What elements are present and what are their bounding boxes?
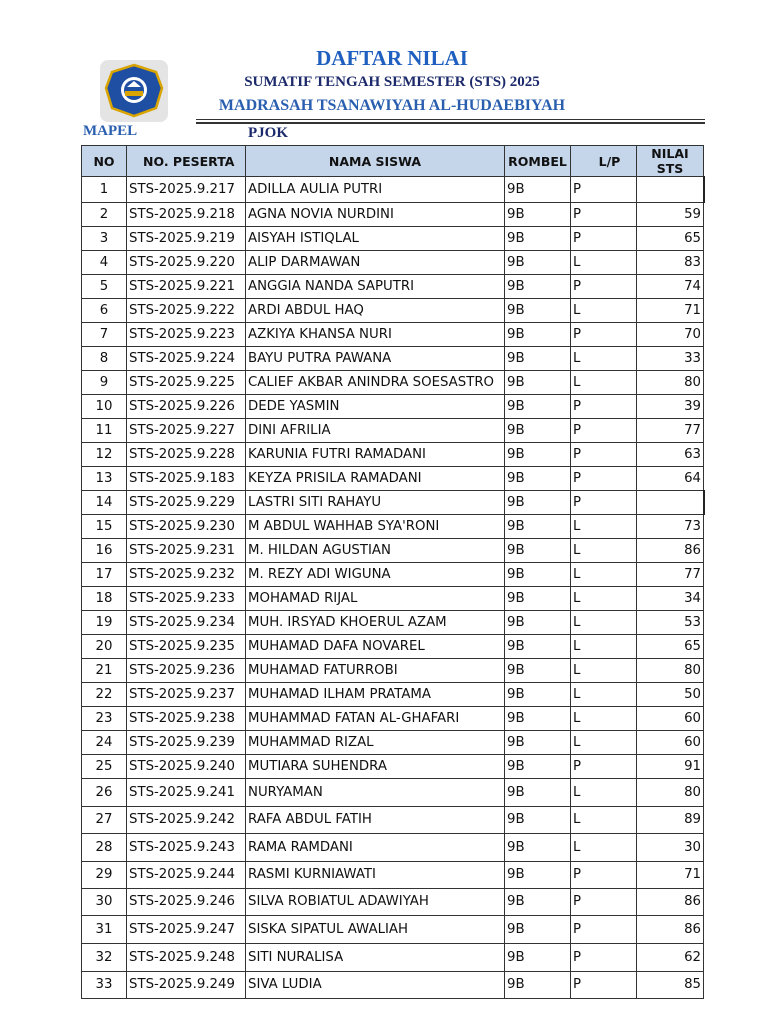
table-row (82, 659, 704, 683)
cell-no: 31 (82, 916, 127, 944)
cell-rombel: 9B (505, 563, 571, 587)
table-row (82, 563, 704, 587)
cell-nilai: 85 (637, 972, 704, 999)
cell-peserta: STS-2025.9.229 (127, 491, 246, 515)
col-header-no: NO (82, 146, 127, 177)
cell-nama: SITI NURALISA (246, 944, 505, 972)
cell-nilai: 30 (637, 834, 704, 862)
cell-no: 32 (82, 944, 127, 972)
cell-nilai: 65 (637, 227, 704, 251)
cell-lp: L (571, 659, 637, 683)
table-row (82, 467, 704, 491)
document-subtitle: SUMATIF TENGAH SEMESTER (STS) 2025 (244, 74, 540, 90)
cell-lp: P (571, 944, 637, 972)
table-row (82, 635, 704, 659)
cell-peserta: STS-2025.9.249 (127, 972, 246, 999)
cell-no: 13 (82, 467, 127, 491)
header-divider-thick (196, 122, 705, 124)
table-row (82, 587, 704, 611)
table-row (82, 251, 704, 275)
cell-lp: L (571, 251, 637, 275)
cell-peserta: STS-2025.9.247 (127, 916, 246, 944)
cell-no: 25 (82, 755, 127, 779)
cell-rombel: 9B (505, 707, 571, 731)
cell-peserta: STS-2025.9.231 (127, 539, 246, 563)
cell-lp: L (571, 587, 637, 611)
table-row (82, 916, 704, 944)
cell-nama: MUH. IRSYAD KHOERUL AZAM (246, 611, 505, 635)
cell-peserta: STS-2025.9.223 (127, 323, 246, 347)
cell-nilai: 70 (637, 323, 704, 347)
cell-rombel: 9B (505, 807, 571, 834)
cell-rombel: 9B (505, 177, 571, 203)
cell-peserta: STS-2025.9.241 (127, 779, 246, 807)
cell-nama: AGNA NOVIA NURDINI (246, 203, 505, 227)
cell-no: 4 (82, 251, 127, 275)
cell-rombel: 9B (505, 659, 571, 683)
cell-nama: M. HILDAN AGUSTIAN (246, 539, 505, 563)
cell-peserta: STS-2025.9.237 (127, 683, 246, 707)
cell-nama: DINI AFRILIA (246, 419, 505, 443)
cell-no: 17 (82, 563, 127, 587)
cell-rombel: 9B (505, 972, 571, 999)
table-row (82, 611, 704, 635)
cell-lp: L (571, 779, 637, 807)
cell-rombel: 9B (505, 779, 571, 807)
table-row (82, 834, 704, 862)
cell-rombel: 9B (505, 889, 571, 916)
cell-no: 14 (82, 491, 127, 515)
cell-peserta: STS-2025.9.221 (127, 275, 246, 299)
cell-peserta: STS-2025.9.225 (127, 371, 246, 395)
cell-no: 7 (82, 323, 127, 347)
table-row (82, 299, 704, 323)
cell-no: 18 (82, 587, 127, 611)
cell-lp: L (571, 371, 637, 395)
cell-rombel: 9B (505, 755, 571, 779)
cell-rombel: 9B (505, 275, 571, 299)
table-row (82, 491, 704, 515)
cell-nama: MUHAMAD DAFA NOVAREL (246, 635, 505, 659)
cell-nama: AZKIYA KHANSA NURI (246, 323, 505, 347)
cell-nilai: 86 (637, 889, 704, 916)
cell-lp: P (571, 972, 637, 999)
cell-no: 16 (82, 539, 127, 563)
cell-rombel: 9B (505, 491, 571, 515)
cell-lp: P (571, 491, 637, 515)
cell-peserta: STS-2025.9.218 (127, 203, 246, 227)
cell-lp: P (571, 227, 637, 251)
cell-lp: L (571, 635, 637, 659)
cell-nilai: 80 (637, 371, 704, 395)
cell-lp: P (571, 395, 637, 419)
cell-nama: RAMA RAMDANI (246, 834, 505, 862)
cell-nilai: 86 (637, 916, 704, 944)
cell-no: 20 (82, 635, 127, 659)
cell-nilai: 62 (637, 944, 704, 972)
table-row (82, 227, 704, 251)
cell-nama: KARUNIA FUTRI RAMADANI (246, 443, 505, 467)
cell-rombel: 9B (505, 251, 571, 275)
cell-nama: SISKA SIPATUL AWALIAH (246, 916, 505, 944)
cell-no: 21 (82, 659, 127, 683)
cell-lp: L (571, 515, 637, 539)
cell-nama: M. REZY ADI WIGUNA (246, 563, 505, 587)
table-row (82, 371, 704, 395)
cell-rombel: 9B (505, 443, 571, 467)
cell-nama: M ABDUL WAHHAB SYA'RONI (246, 515, 505, 539)
cell-lp: L (571, 347, 637, 371)
cell-rombel: 9B (505, 203, 571, 227)
cell-rombel: 9B (505, 944, 571, 972)
cell-no: 29 (82, 862, 127, 889)
cell-rombel: 9B (505, 323, 571, 347)
cell-rombel: 9B (505, 467, 571, 491)
cell-peserta: STS-2025.9.244 (127, 862, 246, 889)
cell-lp: L (571, 563, 637, 587)
cell-no: 33 (82, 972, 127, 999)
cell-lp: P (571, 203, 637, 227)
col-header-rombel: ROMBEL (505, 146, 571, 177)
cell-nilai: 71 (637, 862, 704, 889)
cell-lp: P (571, 889, 637, 916)
cell-lp: L (571, 731, 637, 755)
cell-nama: ALIP DARMAWAN (246, 251, 505, 275)
table-row (82, 972, 704, 999)
table-row (82, 203, 704, 227)
cell-no: 8 (82, 347, 127, 371)
cell-peserta: STS-2025.9.248 (127, 944, 246, 972)
col-header-no-peserta: NO. PESERTA (127, 146, 246, 177)
cell-nilai: 74 (637, 275, 704, 299)
cell-no: 3 (82, 227, 127, 251)
cell-nilai: 33 (637, 347, 704, 371)
table-row (82, 862, 704, 889)
cell-nilai: 86 (637, 539, 704, 563)
table-row (82, 443, 704, 467)
cell-lp: P (571, 755, 637, 779)
cell-rombel: 9B (505, 862, 571, 889)
cell-lp: L (571, 683, 637, 707)
cell-rombel: 9B (505, 299, 571, 323)
cell-peserta: STS-2025.9.234 (127, 611, 246, 635)
cell-nilai: 53 (637, 611, 704, 635)
cell-rombel: 9B (505, 347, 571, 371)
cell-nama: AISYAH ISTIQLAL (246, 227, 505, 251)
cell-peserta: STS-2025.9.235 (127, 635, 246, 659)
cell-nama: ANGGIA NANDA SAPUTRI (246, 275, 505, 299)
cell-nilai: 80 (637, 779, 704, 807)
cell-nama: KEYZA PRISILA RAMADANI (246, 467, 505, 491)
cell-nama: MOHAMAD RIJAL (246, 587, 505, 611)
cell-no: 5 (82, 275, 127, 299)
cell-nilai: 77 (637, 563, 704, 587)
col-header-nilai-sts: NILAI STS (637, 146, 704, 177)
mapel-label: MAPEL (83, 123, 138, 139)
cell-lp: L (571, 539, 637, 563)
mapel-value: PJOK (248, 125, 288, 141)
cell-peserta: STS-2025.9.220 (127, 251, 246, 275)
cell-nilai: 50 (637, 683, 704, 707)
table-row (82, 515, 704, 539)
cell-no: 12 (82, 443, 127, 467)
cell-nama: LASTRI SITI RAHAYU (246, 491, 505, 515)
col-header-nama-siswa: NAMA SISWA (246, 146, 505, 177)
cell-lp: P (571, 323, 637, 347)
header-divider (196, 119, 705, 120)
cell-peserta: STS-2025.9.217 (127, 177, 246, 203)
cell-no: 15 (82, 515, 127, 539)
cell-rombel: 9B (505, 419, 571, 443)
cell-no: 6 (82, 299, 127, 323)
table-row (82, 807, 704, 834)
table-row (82, 755, 704, 779)
cell-peserta: STS-2025.9.246 (127, 889, 246, 916)
cell-nilai: 60 (637, 707, 704, 731)
cell-nama: MUHAMMAD RIZAL (246, 731, 505, 755)
cell-rombel: 9B (505, 683, 571, 707)
cell-nilai: 73 (637, 515, 704, 539)
table-row (82, 707, 704, 731)
cell-no: 30 (82, 889, 127, 916)
table-row (82, 779, 704, 807)
cell-no: 22 (82, 683, 127, 707)
cell-lp: L (571, 299, 637, 323)
cell-nama: SILVA ROBIATUL ADAWIYAH (246, 889, 505, 916)
cell-nama: MUHAMAD ILHAM PRATAMA (246, 683, 505, 707)
cell-rombel: 9B (505, 539, 571, 563)
cell-no: 27 (82, 807, 127, 834)
cell-nilai (637, 177, 704, 203)
cell-no: 9 (82, 371, 127, 395)
cell-peserta: STS-2025.9.183 (127, 467, 246, 491)
table-row (82, 177, 704, 203)
school-name: MADRASAH TSANAWIYAH AL-HUDAEBIYAH (218, 97, 566, 114)
cell-nilai: 59 (637, 203, 704, 227)
cell-nama: NURYAMAN (246, 779, 505, 807)
cell-rombel: 9B (505, 611, 571, 635)
cell-peserta: STS-2025.9.242 (127, 807, 246, 834)
cell-peserta: STS-2025.9.243 (127, 834, 246, 862)
cell-nilai: 63 (637, 443, 704, 467)
cell-lp: L (571, 611, 637, 635)
cell-no: 10 (82, 395, 127, 419)
cell-rombel: 9B (505, 635, 571, 659)
col-header-lp: L/P (571, 146, 637, 177)
cell-no: 23 (82, 707, 127, 731)
cell-nama: RASMI KURNIAWATI (246, 862, 505, 889)
cell-nilai: 83 (637, 251, 704, 275)
cell-rombel: 9B (505, 227, 571, 251)
table-row (82, 539, 704, 563)
cell-no: 11 (82, 419, 127, 443)
table-row (82, 419, 704, 443)
table-row (82, 889, 704, 916)
cell-lp: L (571, 707, 637, 731)
cell-rombel: 9B (505, 371, 571, 395)
cell-rombel: 9B (505, 515, 571, 539)
cell-nilai: 39 (637, 395, 704, 419)
cell-no: 1 (82, 177, 127, 203)
cell-lp: P (571, 443, 637, 467)
cell-nama: RAFA ABDUL FATIH (246, 807, 505, 834)
cell-peserta: STS-2025.9.236 (127, 659, 246, 683)
cell-nama: CALIEF AKBAR ANINDRA SOESASTRO (246, 371, 505, 395)
cell-peserta: STS-2025.9.240 (127, 755, 246, 779)
cell-lp: P (571, 862, 637, 889)
cell-rombel: 9B (505, 731, 571, 755)
cell-peserta: STS-2025.9.233 (127, 587, 246, 611)
cell-nama: ADILLA AULIA PUTRI (246, 177, 505, 203)
cell-nilai: 60 (637, 731, 704, 755)
cell-nama: SIVA LUDIA (246, 972, 505, 999)
table-body (82, 177, 704, 999)
cell-rombel: 9B (505, 916, 571, 944)
cell-nilai: 77 (637, 419, 704, 443)
cell-nilai: 89 (637, 807, 704, 834)
cell-lp: P (571, 467, 637, 491)
cell-lp: P (571, 177, 637, 203)
cell-peserta: STS-2025.9.230 (127, 515, 246, 539)
cell-peserta: STS-2025.9.239 (127, 731, 246, 755)
cell-peserta: STS-2025.9.222 (127, 299, 246, 323)
cell-peserta: STS-2025.9.219 (127, 227, 246, 251)
cell-rombel: 9B (505, 834, 571, 862)
cell-peserta: STS-2025.9.232 (127, 563, 246, 587)
table-row (82, 683, 704, 707)
cell-lp: P (571, 916, 637, 944)
table-header-row (82, 146, 704, 177)
cell-lp: P (571, 419, 637, 443)
cell-nama: ARDI ABDUL HAQ (246, 299, 505, 323)
cell-nama: DEDE YASMIN (246, 395, 505, 419)
cell-no: 19 (82, 611, 127, 635)
cell-peserta: STS-2025.9.226 (127, 395, 246, 419)
cell-lp: P (571, 275, 637, 299)
cell-peserta: STS-2025.9.224 (127, 347, 246, 371)
table-row (82, 347, 704, 371)
cell-no: 26 (82, 779, 127, 807)
cell-nama: MUTIARA SUHENDRA (246, 755, 505, 779)
document-title: DAFTAR NILAI (316, 46, 468, 70)
cell-nilai: 65 (637, 635, 704, 659)
cell-lp: L (571, 834, 637, 862)
cell-nilai: 34 (637, 587, 704, 611)
cell-peserta: STS-2025.9.228 (127, 443, 246, 467)
cell-lp: L (571, 807, 637, 834)
cell-nama: MUHAMAD FATURROBI (246, 659, 505, 683)
cell-peserta: STS-2025.9.227 (127, 419, 246, 443)
cell-nama: MUHAMMAD FATAN AL-GHAFARI (246, 707, 505, 731)
cell-nilai (637, 491, 704, 515)
cell-nilai: 91 (637, 755, 704, 779)
cell-nilai: 64 (637, 467, 704, 491)
cell-peserta: STS-2025.9.238 (127, 707, 246, 731)
table-row (82, 395, 704, 419)
table-row (82, 731, 704, 755)
grades-table (81, 145, 705, 999)
cell-rombel: 9B (505, 395, 571, 419)
cell-no: 24 (82, 731, 127, 755)
table-row (82, 275, 704, 299)
table-row (82, 323, 704, 347)
cell-no: 2 (82, 203, 127, 227)
cell-no: 28 (82, 834, 127, 862)
table-row (82, 944, 704, 972)
cell-nama: BAYU PUTRA PAWANA (246, 347, 505, 371)
cell-rombel: 9B (505, 587, 571, 611)
cell-nilai: 71 (637, 299, 704, 323)
cell-nilai: 80 (637, 659, 704, 683)
